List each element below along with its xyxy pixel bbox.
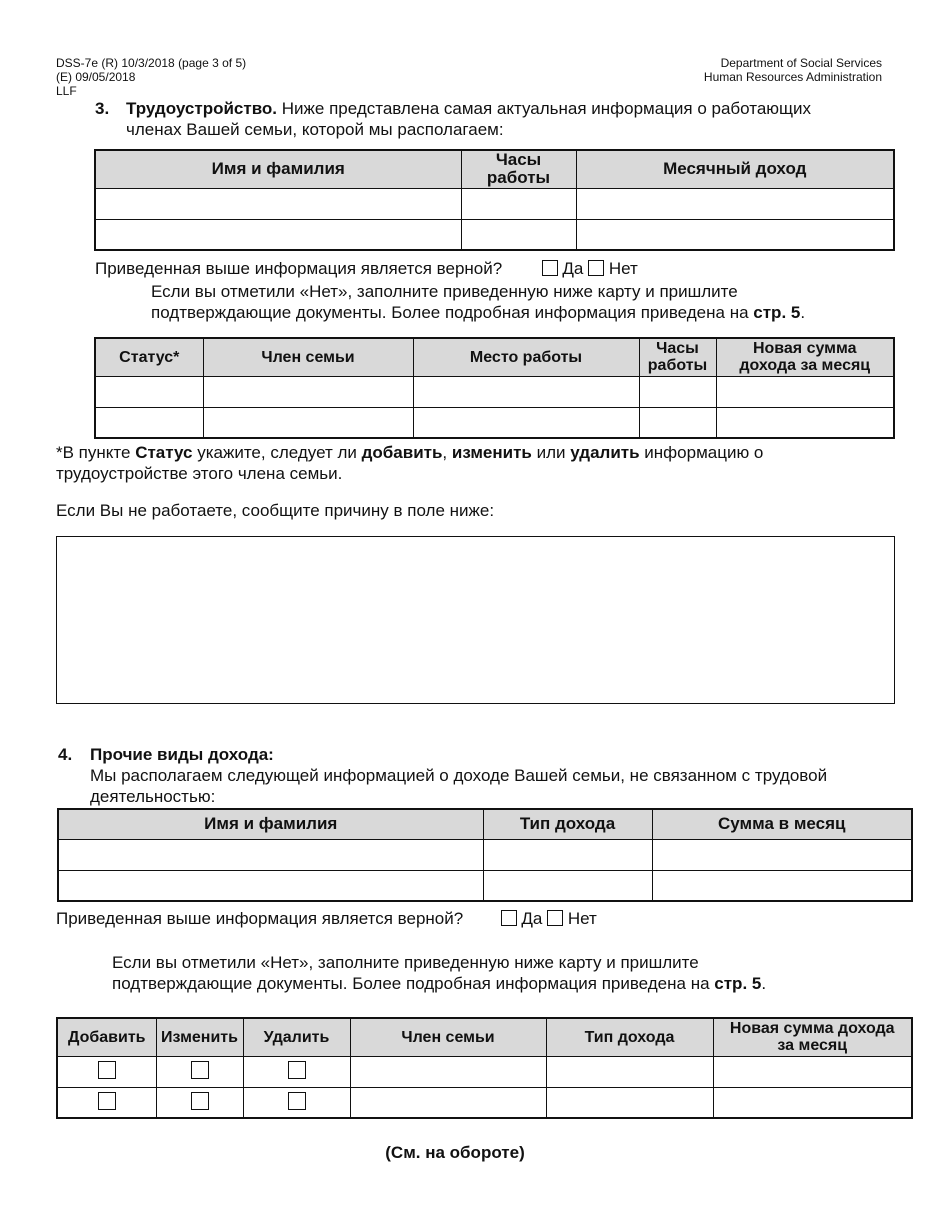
column-header-family-member: Член семьи — [203, 338, 413, 376]
section-3-no-checkbox[interactable] — [588, 260, 604, 276]
delete-checkbox[interactable] — [288, 1061, 306, 1079]
table-cell[interactable] — [95, 219, 461, 250]
column-header-status: Статус* — [95, 338, 203, 376]
punctuation: . — [800, 303, 806, 322]
section-4-confirm-question: Приведенная выше информация является верной? — [56, 909, 464, 928]
table-cell[interactable] — [716, 407, 894, 438]
column-header-hours: Часы работы — [639, 338, 716, 376]
table-cell[interactable] — [652, 839, 912, 870]
section-3-confirm-question: Приведенная выше информация является верной? — [95, 259, 503, 278]
column-header-monthly-income: Месячный доход — [576, 150, 894, 188]
table-cell[interactable] — [639, 407, 716, 438]
add-term: добавить — [361, 443, 443, 462]
column-header-name: Имя и фамилия — [58, 809, 483, 839]
table-row — [57, 1056, 912, 1087]
table-cell[interactable] — [576, 188, 894, 219]
form-id-block — [56, 56, 246, 98]
footnote-line2: трудоустройстве этого члена семьи. — [56, 464, 343, 483]
section-4-confirm-row — [56, 908, 756, 929]
table-cell — [57, 1087, 156, 1118]
table-header-row — [57, 1018, 912, 1056]
table-cell — [243, 1056, 350, 1087]
table-cell[interactable] — [483, 839, 652, 870]
table-cell[interactable] — [713, 1056, 912, 1087]
agency-block — [704, 56, 882, 84]
add-checkbox[interactable] — [98, 1061, 116, 1079]
table-row — [95, 407, 894, 438]
table-row — [57, 1087, 912, 1118]
table-cell[interactable] — [350, 1056, 546, 1087]
section-3-if-no-line1: Если вы отметили «Нет», заполните приведенную ниже карту и пришлите — [151, 282, 738, 301]
section-4-if-no-line2: подтверждающие документы. Более подробная информация приведена на — [112, 974, 715, 993]
table-cell[interactable] — [716, 376, 894, 407]
section-3-title: Трудоустройство. — [126, 99, 278, 118]
column-header-new-income: Новая сумма дохода за месяц — [713, 1018, 912, 1056]
table-cell — [156, 1056, 243, 1087]
table-cell[interactable] — [95, 376, 203, 407]
table-cell[interactable] — [546, 1056, 713, 1087]
column-header-change: Изменить — [156, 1018, 243, 1056]
section-4-no-checkbox[interactable] — [547, 910, 563, 926]
table-cell[interactable] — [483, 870, 652, 901]
section-3-yes-checkbox[interactable] — [542, 260, 558, 276]
table-cell[interactable] — [461, 188, 576, 219]
section-4-intro-line2: деятельностью: — [90, 787, 216, 806]
table-cell[interactable] — [413, 407, 639, 438]
table-cell — [243, 1087, 350, 1118]
change-term: изменить — [451, 443, 532, 462]
table-cell[interactable] — [413, 376, 639, 407]
section-3-intro-line2: членах Вашей семьи, которой мы располагаем: — [126, 120, 504, 139]
table-header-row — [58, 809, 912, 839]
section-4-intro-line1: Мы располагаем следующей информацией о доходе Вашей семьи, не связанном с трудовой — [90, 766, 828, 785]
continued-on-back-note: (См. на обороте) — [385, 1143, 525, 1162]
table-cell[interactable] — [639, 376, 716, 407]
column-header-income-type: Тип дохода — [483, 809, 652, 839]
section-4-yes-label: Да — [521, 909, 543, 928]
table-cell[interactable] — [546, 1087, 713, 1118]
section-3-intro — [95, 98, 895, 140]
punctuation: . — [761, 974, 767, 993]
form-id: DSS-7e (R) 10/3/2018 (page 3 of 5) — [56, 56, 247, 70]
not-working-prompt: Если Вы не работаете, сообщите причину в поле ниже: — [56, 501, 495, 520]
table-header-row — [95, 338, 894, 376]
status-footnote: *В пункте Статус укажите, следует ли добавить, изменить или удалить информацию о трудоустройстве этого члена семьи. — [56, 442, 916, 484]
add-checkbox[interactable] — [98, 1092, 116, 1110]
page-reference: стр. 5 — [753, 303, 801, 322]
not-working-reason-field[interactable] — [56, 536, 895, 704]
section-3-if-no-instructions — [151, 281, 911, 323]
table-cell[interactable] — [95, 188, 461, 219]
status-term: Статус — [135, 443, 193, 462]
table-cell[interactable] — [58, 870, 483, 901]
section-4-yes-checkbox[interactable] — [501, 910, 517, 926]
administration-name: Human Resources Administration — [703, 70, 882, 84]
table-row — [58, 839, 912, 870]
employment-info-table — [94, 149, 895, 251]
table-row — [95, 188, 894, 219]
section-3-no-label: Нет — [608, 259, 638, 278]
section-4-no-label: Нет — [567, 909, 597, 928]
section-3-intro-line1: Ниже представлена самая актуальная информация о работающих — [277, 99, 812, 118]
delete-term: удалить — [570, 443, 640, 462]
column-header-family-member: Член семьи — [350, 1018, 546, 1056]
table-cell[interactable] — [576, 219, 894, 250]
table-cell[interactable] — [350, 1087, 546, 1118]
other-income-changes-table — [56, 1017, 913, 1119]
table-cell[interactable] — [652, 870, 912, 901]
change-checkbox[interactable] — [191, 1061, 209, 1079]
column-header-workplace: Место работы — [413, 338, 639, 376]
section-3-confirm-row — [95, 258, 795, 279]
table-row — [95, 219, 894, 250]
table-row — [58, 870, 912, 901]
column-header-new-income: Новая сумма дохода за месяц — [716, 338, 894, 376]
section-4-if-no-line1: Если вы отметили «Нет», заполните приведенную ниже карту и пришлите — [112, 953, 699, 972]
department-name: Department of Social Services — [720, 56, 882, 70]
column-header-add: Добавить — [57, 1018, 156, 1056]
delete-checkbox[interactable] — [288, 1092, 306, 1110]
column-header-income-type: Тип дохода — [546, 1018, 713, 1056]
table-cell — [156, 1087, 243, 1118]
table-cell[interactable] — [461, 219, 576, 250]
page-reference: стр. 5 — [714, 974, 762, 993]
table-cell[interactable] — [95, 407, 203, 438]
table-header-row — [95, 150, 894, 188]
section-4-if-no-instructions — [112, 952, 912, 994]
column-header-monthly-sum: Сумма в месяц — [652, 809, 912, 839]
table-cell[interactable] — [713, 1087, 912, 1118]
column-header-hours: Часы работы — [461, 150, 576, 188]
section-4-number: 4. — [58, 745, 73, 764]
section-4-intro — [58, 744, 928, 807]
section-3-number: 3. — [95, 99, 110, 118]
language-code: LLF — [56, 84, 77, 98]
table-cell[interactable] — [58, 839, 483, 870]
form-edition: (E) 09/05/2018 — [56, 70, 136, 84]
section-4-title: Прочие виды дохода: — [90, 745, 274, 764]
table-row — [95, 376, 894, 407]
table-cell[interactable] — [203, 407, 413, 438]
change-checkbox[interactable] — [191, 1092, 209, 1110]
table-cell[interactable] — [203, 376, 413, 407]
column-header-delete: Удалить — [243, 1018, 350, 1056]
section-3-yes-label: Да — [562, 259, 584, 278]
section-3-if-no-line2: подтверждающие документы. Более подробная информация приведена на — [151, 303, 754, 322]
column-header-name: Имя и фамилия — [95, 150, 461, 188]
employment-changes-table — [94, 337, 895, 439]
other-income-table — [57, 808, 913, 902]
table-cell — [57, 1056, 156, 1087]
